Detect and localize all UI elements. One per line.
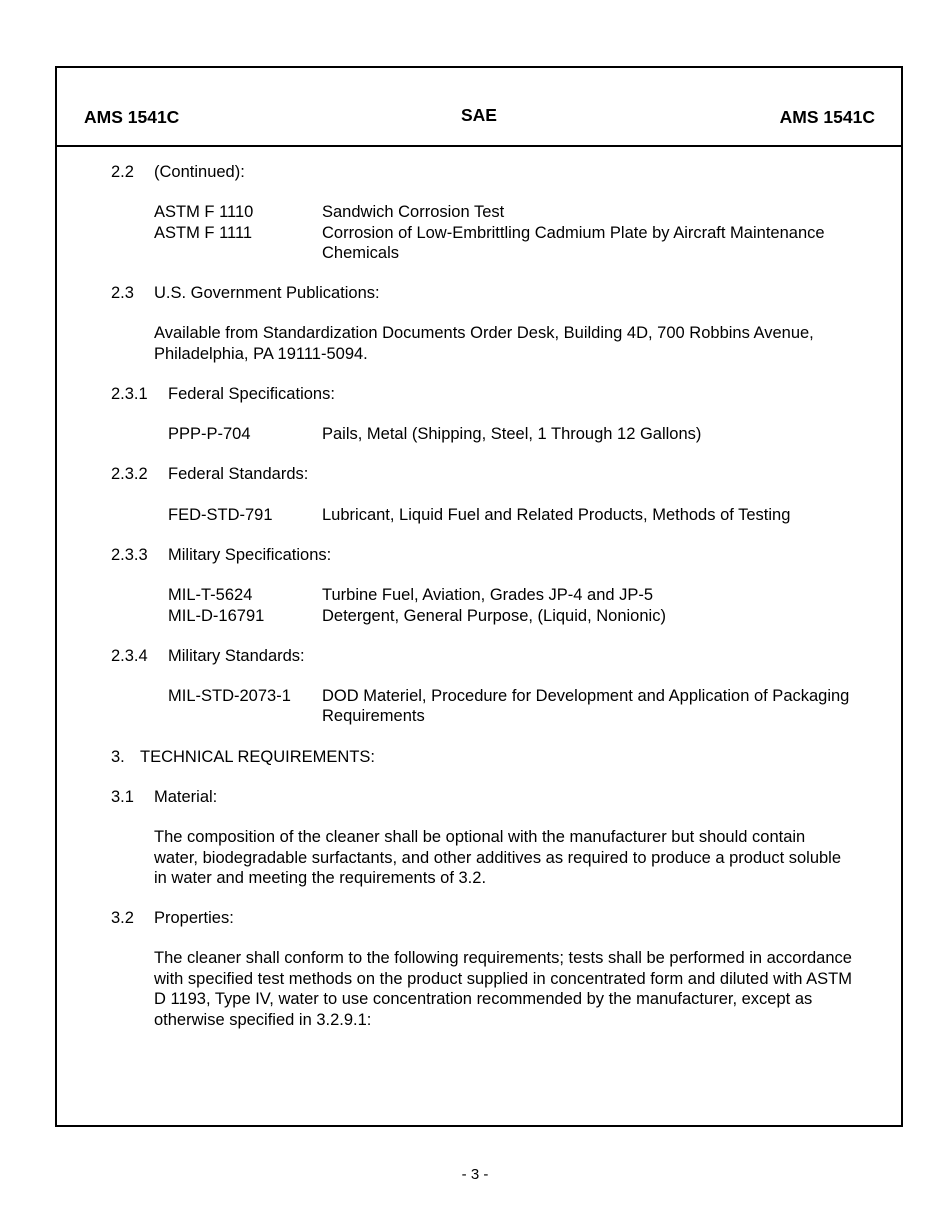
section-title: (Continued):	[154, 163, 245, 181]
section-number: 2.3.4	[111, 647, 148, 665]
ref-code: PPP-P-704	[168, 425, 251, 443]
doc-id-left: AMS 1541C	[84, 107, 180, 127]
paragraph-line: D 1193, Type IV, water to use concentration recommended by the manufacturer, except as	[154, 990, 813, 1008]
section-title: Federal Specifications:	[168, 385, 335, 403]
section-title: Military Specifications:	[168, 546, 332, 564]
publisher-name: SAE	[461, 105, 497, 125]
paragraph-line: with specified test methods on the product supplied in concentrated form and diluted with ASTM	[154, 970, 852, 988]
section-title: U.S. Government Publications:	[154, 284, 380, 302]
section-title: Material:	[154, 788, 218, 806]
ref-description: Pails, Metal (Shipping, Steel, 1 Through 12 Gallons)	[322, 425, 702, 443]
page-number: - 3 -	[461, 1166, 489, 1183]
section-number: 3.	[111, 748, 125, 766]
ref-description: DOD Materiel, Procedure for Development and Application of Packaging	[322, 687, 850, 705]
paragraph-line: water, biodegradable surfactants, and other additives as required to produce a product soluble	[154, 849, 842, 867]
paragraph-line: otherwise specified in 3.2.9.1:	[154, 1011, 372, 1029]
ref-code: ASTM F 1111	[154, 224, 253, 242]
ref-description: Corrosion of Low-Embrittling Cadmium Plate by Aircraft Maintenance	[322, 224, 825, 242]
ref-description-cont: Requirements	[322, 707, 425, 725]
section-number: 3.1	[111, 788, 134, 806]
ref-description: Turbine Fuel, Aviation, Grades JP-4 and JP-5	[322, 586, 654, 604]
section-number: 2.2	[111, 163, 134, 181]
section-number: 3.2	[111, 909, 134, 927]
section-title: Properties:	[154, 909, 234, 927]
section-title: Federal Standards:	[168, 465, 309, 483]
page-header	[57, 68, 901, 147]
ref-code: ASTM F 1110	[154, 203, 254, 221]
paragraph-line: The cleaner shall conform to the following requirements; tests shall be performed in accordance	[154, 949, 852, 967]
section-number: 2.3	[111, 284, 134, 302]
ref-description: Detergent, General Purpose, (Liquid, Nonionic)	[322, 607, 666, 625]
section-number: 2.3.3	[111, 546, 148, 564]
section-number: 2.3.1	[111, 385, 148, 403]
ref-description: Sandwich Corrosion Test	[322, 203, 505, 221]
section-number: 2.3.2	[111, 465, 148, 483]
ref-code: MIL-STD-2073-1	[168, 687, 291, 705]
ref-code: MIL-T-5624	[168, 586, 253, 604]
ref-description: Lubricant, Liquid Fuel and Related Products, Methods of Testing	[322, 506, 791, 524]
ref-code: MIL-D-16791	[168, 607, 265, 625]
paragraph-line: Available from Standardization Documents Order Desk, Building 4D, 700 Robbins Avenue,	[154, 324, 814, 342]
paragraph-line: in water and meeting the requirements of 3.2.	[154, 869, 487, 887]
section-title: Military Standards:	[168, 647, 305, 665]
ref-code: FED-STD-791	[168, 506, 273, 524]
doc-id-right: AMS 1541C	[779, 107, 875, 127]
paragraph-line: Philadelphia, PA 19111-5094.	[154, 345, 368, 363]
section-title: TECHNICAL REQUIREMENTS:	[140, 748, 375, 766]
ref-description-cont: Chemicals	[322, 244, 400, 262]
paragraph-line: The composition of the cleaner shall be optional with the manufacturer but should contain	[154, 828, 806, 846]
